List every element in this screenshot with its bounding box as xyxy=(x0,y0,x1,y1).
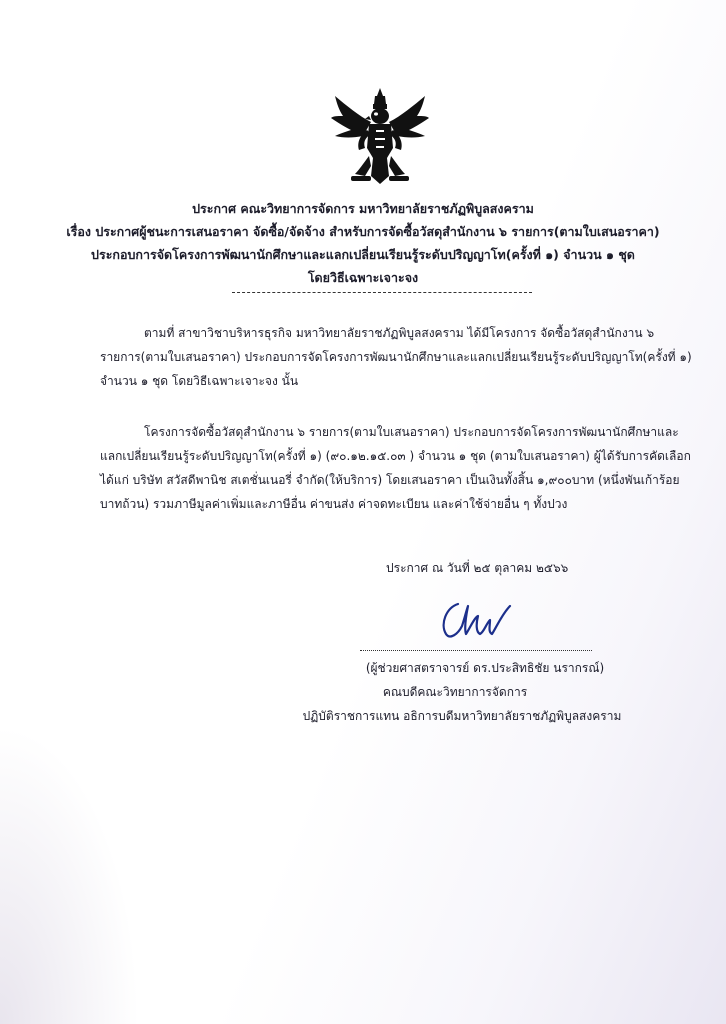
signature-line xyxy=(360,650,592,651)
announcement-title: ประกาศ คณะวิทยาการจัดการ มหาวิทยาลัยราชภัฏพิบูลสงคราม xyxy=(192,201,534,216)
header-divider xyxy=(232,292,532,293)
announcement-method: โดยวิธีเฉพาะเจาะจง xyxy=(307,270,419,285)
handwritten-signature xyxy=(436,594,516,644)
announcement-subject: เรื่อง ประกาศผู้ชนะการเสนอราคา จัดซื้อ/จัดจ้าง สำหรับการจัดซื้อวัสดุสำนักงาน ๖ รายการ(ตามใบเสนอราคา) xyxy=(66,224,660,239)
paragraph-2-line-2: แลกเปลี่ยนเรียนรู้ระดับปริญญาโท(ครั้งที่ ๑) (๙๐.๑๒.๑๕.๐๓ ) จำนวน ๑ ชุด (ตามใบเสนอราคา) ผู้ได้รับการคัดเลือก xyxy=(100,449,691,463)
signer-name: (ผู้ช่วยศาสตราจารย์ ดร.ประสิทธิชัย นรากรณ์) xyxy=(365,661,605,675)
signer-role: ปฏิบัติราชการแทน อธิการบดีมหาวิทยาลัยราชภัฏพิบูลสงคราม xyxy=(302,709,622,723)
paragraph-1-line-2: รายการ(ตามใบเสนอราคา) ประกอบการจัดโครงการพัฒนานักศึกษาและแลกเปลี่ยนเรียนรู้ระดับปริญญาโท(ครั้งที่ ๑) xyxy=(100,350,692,364)
paragraph-2-line-3: ได้แก่ บริษัท สวัสดีพานิช สเตชั่นเนอรี่ จำกัด(ให้บริการ) โดยเสนอราคา เป็นเงินทั้งสิ้น ๑,๙๐๐บาท (หนึ่งพันเก้าร้อย xyxy=(100,473,680,487)
announcement-date: ประกาศ ณ วันที่ ๒๕ ตุลาคม ๒๕๖๖ xyxy=(386,561,569,575)
paragraph-1-line-3: จำนวน ๑ ชุด โดยวิธีเฉพาะเจาะจง นั้น xyxy=(100,374,299,388)
signer-title: คณบดีคณะวิทยาการจัดการ xyxy=(382,685,528,699)
paragraph-1-line-1: ตามที่ สาขาวิชาบริหารธุรกิจ มหาวิทยาลัยราชภัฏพิบูลสงคราม ได้มีโครงการ จัดซื้อวัสดุสำนักงาน ๖ xyxy=(144,326,655,340)
announcement-subject-cont: ประกอบการจัดโครงการพัฒนานักศึกษาและแลกเปลี่ยนเรียนรู้ระดับปริญญาโท(ครั้งที่ ๑) จำนวน ๑ ชุด xyxy=(91,247,635,262)
paragraph-2-line-1: โครงการจัดซื้อวัสดุสำนักงาน ๖ รายการ(ตามใบเสนอราคา) ประกอบการจัดโครงการพัฒนานักศึกษาและ xyxy=(144,425,679,439)
garuda-emblem-icon xyxy=(329,86,431,190)
paragraph-2-line-4: บาทถ้วน) รวมภาษีมูลค่าเพิ่มและภาษีอื่น ค่าขนส่ง ค่าจดทะเบียน และค่าใช้จ่ายอื่น ๆ ทั้งปวง xyxy=(100,497,568,511)
